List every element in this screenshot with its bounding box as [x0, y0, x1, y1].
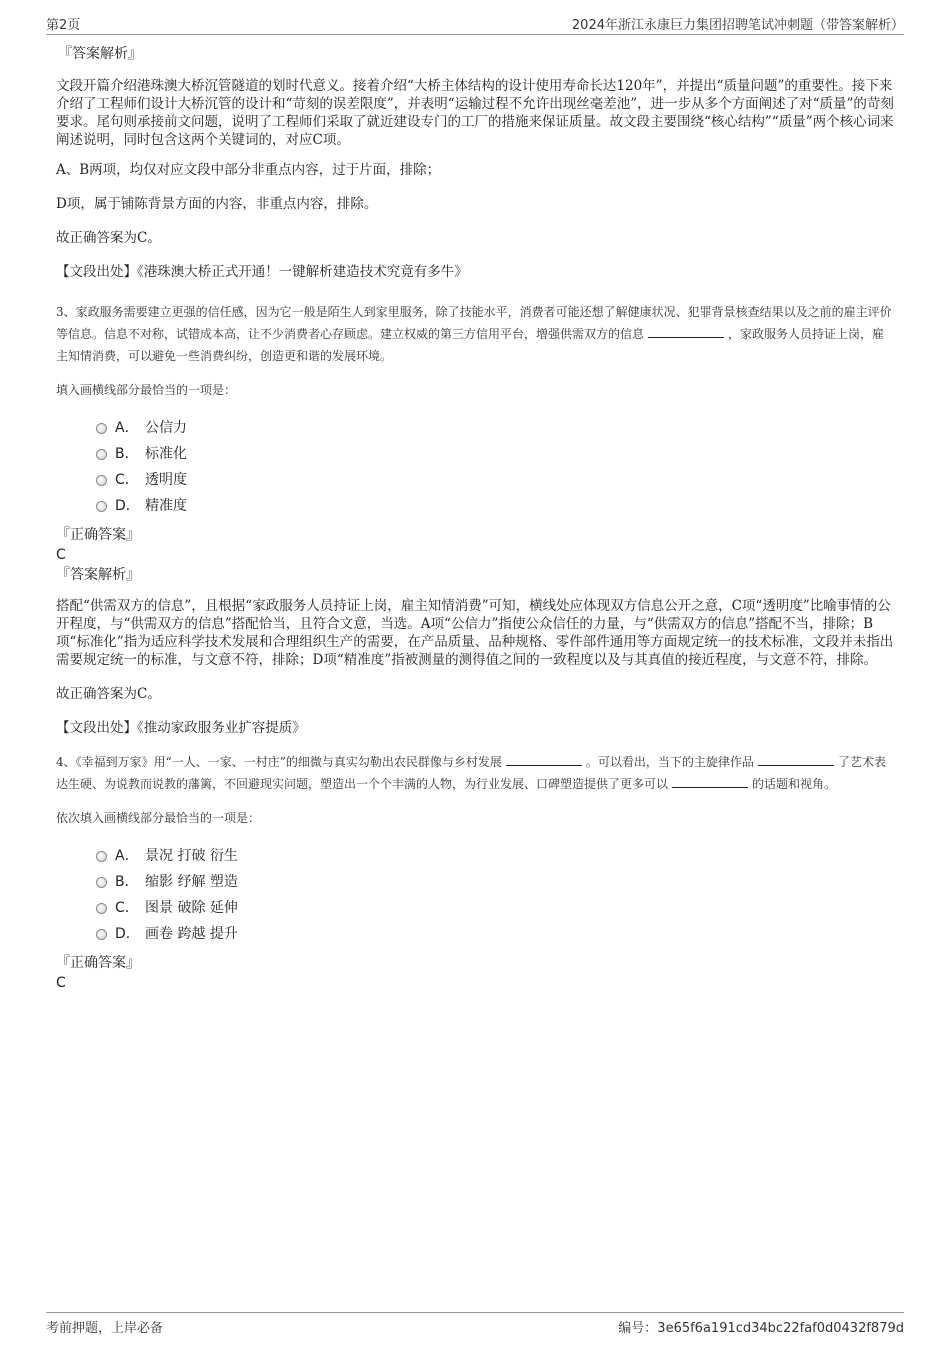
q3-stem [56, 301, 894, 367]
footer-slogan: 考前押题，上岸必备 [46, 1321, 164, 1336]
document-title: 2024年浙江永康巨力集团招聘笔试冲刺题（带答案解析） [571, 18, 904, 33]
radio-icon[interactable] [96, 475, 107, 486]
document-id: 编号：3e65f6a191cd34bc22faf0d0432f879d [618, 1321, 904, 1336]
q3-option-b[interactable] [96, 441, 894, 467]
q4-stem-part2: 。可以看出，当下的主旋律作品 [585, 755, 754, 769]
option-text: 公信力 [145, 420, 187, 436]
radio-icon[interactable] [96, 877, 107, 888]
q3-prompt: 填入画横线部分最恰当的一项是： [56, 383, 237, 397]
q4-option-d[interactable] [96, 921, 894, 947]
option-letter: D． [115, 926, 140, 942]
q2-analysis-label: 『答案解析』 [58, 46, 142, 62]
option-letter: B． [115, 874, 139, 890]
option-text: 精准度 [145, 498, 187, 514]
q3-analysis-label: 『答案解析』 [56, 567, 140, 583]
q3-option-a[interactable] [96, 415, 894, 441]
q2-note-d: D项，属于铺陈背景方面的内容，非重点内容，排除。 [56, 196, 378, 212]
page-footer [46, 1312, 904, 1337]
q4-answer: C [56, 975, 66, 991]
radio-icon[interactable] [96, 851, 107, 862]
q3-analysis: 搭配“供需双方的信息”，且根据“家政服务人员持证上岗，雇主知情消费”可知，横线处应体现双方信息公开之意，C项“透明度”比喻事情的公开程度，与“供需双方的信息”搭配恰当，且符合文意，当选。A项“公信力”指使公众信任的力量，与“供需双方的信息”搭配不当，排除；B项“标准化”指为适应科学技术发展和合理组织生产的需要，在产品质量、品种规格、零件部件通用等方面规定统一的技术标准，文段并未指出需要规定统一的标准，与文意不符，排除；D项“精准度”指被测量的测得值之间的一致程度以及与其真值的接近程度，与文意不符，排除。 [56, 598, 894, 668]
q3-source: 【文段出处】《推动家政服务业扩容提质》 [56, 720, 306, 736]
option-text: 画卷 跨越 提升 [145, 926, 238, 942]
q3-stem-part1: 3、家政服务需要建立更强的信任感，因为它一般是陌生人到家里服务，除了技能水平，消费者可能还想了解健康状况、犯罪背景核查结果以及之前的雇主评价等信息。信息不对称，试错成本高，让不少消费者心存顾虑。建立权威的第三方信用平台，增强供需双方的信息 [56, 305, 892, 341]
q2-note-ab: A、B两项，均仅对应文段中部分非重点内容，过于片面，排除； [56, 162, 441, 178]
q4-option-c[interactable] [96, 895, 894, 921]
option-text: 景况 打破 衍生 [145, 848, 238, 864]
q3-blank [648, 325, 724, 338]
option-letter: C． [115, 900, 139, 916]
q3-answer: C [56, 547, 66, 563]
q4-blank-2 [758, 753, 834, 766]
radio-icon[interactable] [96, 929, 107, 940]
option-letter: D． [115, 498, 140, 514]
q4-option-b[interactable] [96, 869, 894, 895]
option-letter: A． [115, 420, 139, 436]
option-text: 标准化 [145, 446, 187, 462]
option-text: 图景 破除 延伸 [145, 900, 238, 916]
q3-conclusion: 故正确答案为C。 [56, 686, 161, 702]
page-content [56, 44, 894, 993]
option-text: 透明度 [145, 472, 187, 488]
q4-option-a[interactable] [96, 843, 894, 869]
q3-stem-part2: ，家政服务人员持证上岗，雇主知情消费，可以避免一些消费纠纷，创造更和谐的发展环境。 [56, 327, 885, 363]
q4-stem-part1: 4、《幸福到万家》用“一人、一家、一村庄”的细微与真实勾勒出农民群像与乡村发展 [56, 755, 502, 769]
q4-stem [56, 751, 894, 795]
q3-options [56, 415, 894, 519]
radio-icon[interactable] [96, 501, 107, 512]
q3-option-c[interactable] [96, 467, 894, 493]
radio-icon[interactable] [96, 449, 107, 460]
q4-prompt: 依次填入画横线部分最恰当的一项是： [56, 811, 261, 825]
q4-answer-label: 『正确答案』 [56, 955, 140, 971]
option-letter: C． [115, 472, 139, 488]
q2-source: 【文段出处】《港珠澳大桥正式开通！一键解析建造技术究竟有多牛》 [56, 264, 468, 280]
q4-blank-1 [506, 753, 582, 766]
q3-option-d[interactable] [96, 493, 894, 519]
page-number: 第2页 [46, 18, 81, 33]
option-text: 缩影 纾解 塑造 [145, 874, 238, 890]
option-letter: B． [115, 446, 139, 462]
q2-analysis: 文段开篇介绍港珠澳大桥沉管隧道的划时代意义。接着介绍“大桥主体结构的设计使用寿命长达120年”，并提出“质量问题”的重要性。接下来介绍了工程师们设计大桥沉管的设计和“苛刻的误差限度”，并表明“运输过程不允许出现丝毫差池”，进一步从多个方面阐述了对“质量”的苛刻要求。尾句则承接前文问题，说明了工程师们采取了就近建设专门的工厂的措施来保证质量。故文段主要围绕“核心结构”“质量”两个核心词来阐述说明，同时包含这两个关键词的，对应C项。 [56, 78, 894, 148]
radio-icon[interactable] [96, 903, 107, 914]
q2-conclusion: 故正确答案为C。 [56, 230, 161, 246]
option-letter: A． [115, 848, 139, 864]
radio-icon[interactable] [96, 423, 107, 434]
page-header [46, 14, 904, 35]
q4-blank-3 [672, 775, 748, 788]
q4-stem-part4: 的话题和视角。 [752, 777, 837, 791]
q4-stem-part3: 了艺术表达生硬、为说教而说教的藩篱，不回避现实问题，塑造出一个个丰满的人物，为行业发展、口碑塑造提供了更多可以 [56, 755, 886, 791]
q3-answer-label: 『正确答案』 [56, 527, 140, 543]
q4-options [56, 843, 894, 947]
